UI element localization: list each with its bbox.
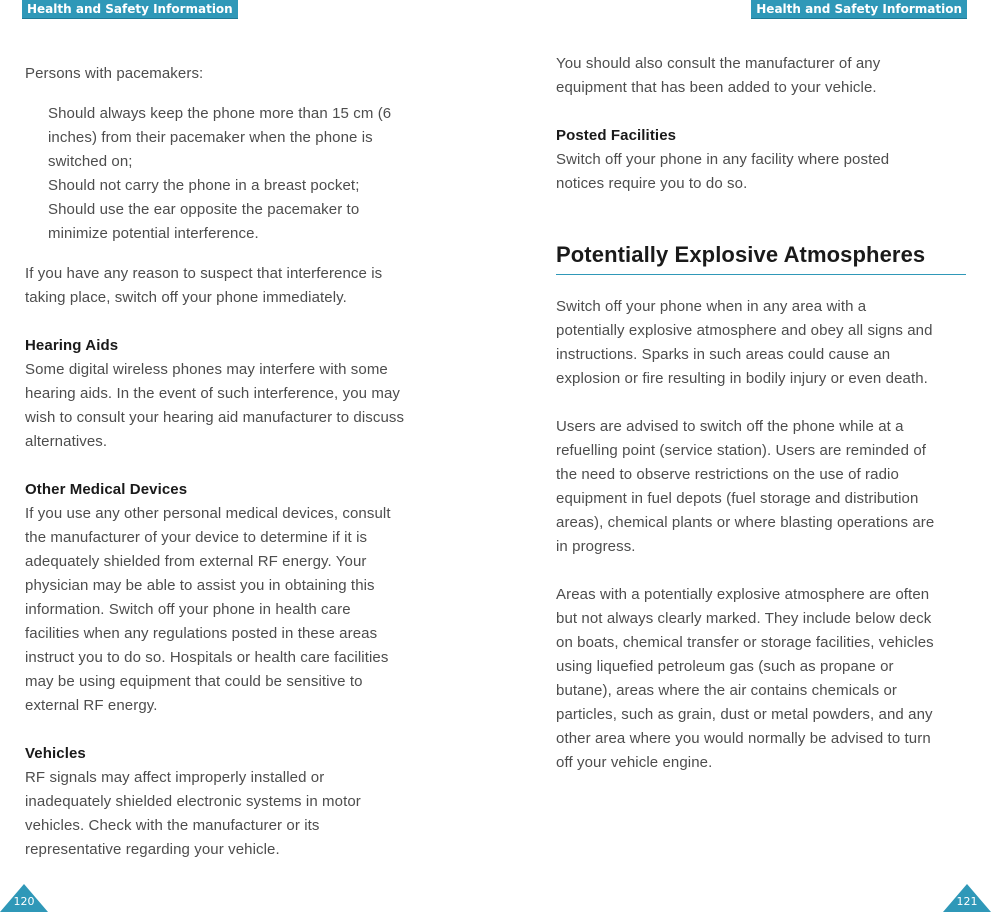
vehicles-heading: Vehicles <box>25 745 86 762</box>
hearing-aids-text: Some digital wireless phones may interfere with some hearing aids. In the event of such interference, you may wish to consult your hearing aid manufacturer to discuss alternatives. <box>25 361 405 450</box>
right-page <box>495 0 991 912</box>
left-page <box>0 0 495 912</box>
right-page-content <box>556 52 966 775</box>
page-number: 121 <box>956 895 978 908</box>
page-number: 120 <box>13 895 35 908</box>
posted-facilities-heading: Posted Facilities <box>556 127 677 144</box>
medical-devices-heading: Other Medical Devices <box>25 481 188 498</box>
hearing-aids-heading: Hearing Aids <box>25 337 119 354</box>
page-header-tab: Health and Safety Information <box>22 0 238 19</box>
interference-text: If you have any reason to suspect that interference is taking place, switch off your phone immediately. <box>25 265 383 306</box>
left-page-content <box>25 62 440 862</box>
page-number-badge <box>0 884 48 912</box>
page-number-badge <box>943 884 991 912</box>
page-header-tab: Health and Safety Information <box>751 0 967 19</box>
pacemakers-list: Should always keep the phone more than 15 cm (6 inches) from their pacemaker when the phone is switched on; Should not carry the phone in a breast pocket; Should use the ear opposite the pacemaker to minimize potential interference. <box>48 105 392 242</box>
pacemakers-intro: Persons with pacemakers: <box>25 65 204 82</box>
posted-facilities-text: Switch off your phone in any facility where posted notices require you to do so. <box>556 151 890 192</box>
explosive-atmospheres-heading: Potentially Explosive Atmospheres <box>556 240 966 275</box>
vehicles-text: RF signals may affect improperly installed or inadequately shielded electronic systems in motor vehicles. Check with the manufacturer or its representative regarding your vehicle. <box>25 769 361 858</box>
consult-text: You should also consult the manufacturer of any equipment that has been added to your vehicle. <box>556 55 881 96</box>
medical-devices-text: If you use any other personal medical devices, consult the manufacturer of your device to determine if it is adequately shielded from external RF energy. Your physician may be able to assist you in obtaining this information. Switch off your phone in health care facilities when any regulations posted in these areas instruct you to do so. Hospitals or health care facilities may be using equipment that could be sensitive to external RF energy. <box>25 505 391 714</box>
explosive-paragraph-3: Areas with a potentially explosive atmosphere are often but not always clearly marked. They include below deck on boats, chemical transfer or storage facilities, vehicles using liquefied petroleum gas (such as propane or butane), areas where the air contains chemicals or particles, such as grain, dust or metal powders, and any other area where you would normally be advised to turn off your vehicle engine. <box>556 586 934 771</box>
explosive-paragraph-2: Users are advised to switch off the phone while at a refuelling point (service station). Users are reminded of the need to observe restrictions on the use of radio equipment in fuel depots (fuel storage and distribution areas), chemical plants or where blasting operations are in progress. <box>556 418 935 555</box>
explosive-paragraph-1: Switch off your phone when in any area with a potentially explosive atmosphere and obey all signs and instructions. Sparks in such areas could cause an explosion or fire resulting in bodily injury or even death. <box>556 298 933 387</box>
